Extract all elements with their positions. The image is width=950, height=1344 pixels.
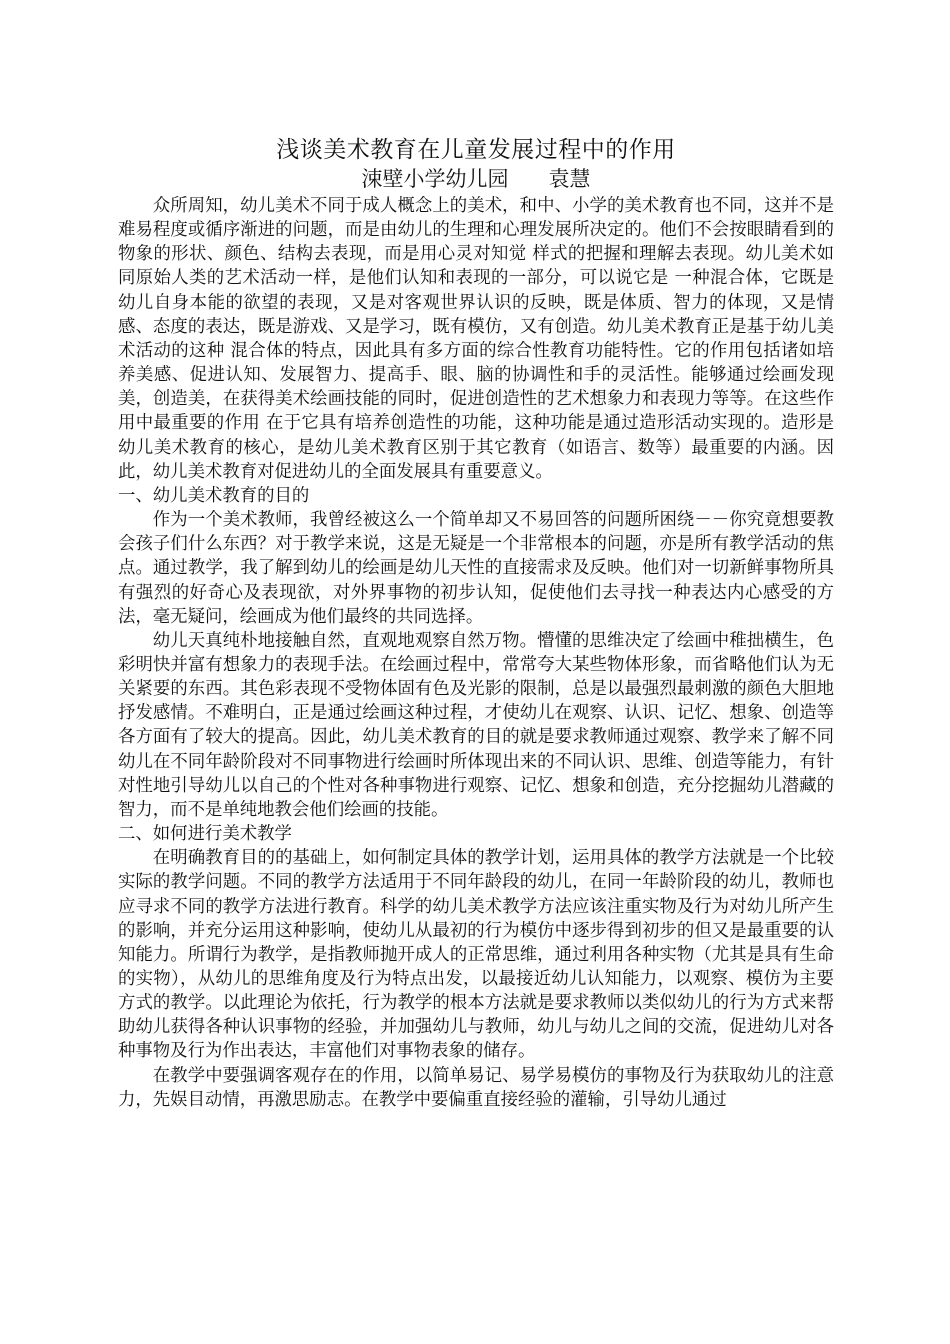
section-1-heading: 一、幼儿美术教育的目的	[118, 485, 310, 506]
author-byline: 涑壁小学幼儿园 袁慧	[361, 167, 591, 191]
intro-paragraph: 众所周知，幼儿美术不同于成人概念上的美术，和中、小学的美术教育也不同，这并不是难易程度或循序渐进的问题，而是由幼儿的生理和心理发展所决定的。他们不会按眼睛看到的物象的形状、颜色、结构去表现，而是用心灵对知觉 样式的把握和理解去表现。幼儿美术如同原始人类的艺术活动一样，是他们认知和表现的一部分，可以说它是 一种混合体，它既是幼儿自身本能的欲望的表现，又是对客观世界认识的反映，既是体质、智力的体现，又是情感、态度的表达，既是游戏、又是学习，既有模仿，又有创造。幼儿美术教育正是基于幼儿美术活动的这种 混合体的特点，因此具有多方面的综合性教育功能特性。它的作用包括诸如培养美感、促进认知、发展智力、提高手、眼、脑的协调性和手的灵活性。能够通过绘画发现美，创造美，在获得美术绘画技能的同时，促进创造性的艺术想象力和表现力等等。在这些作用中最重要的作用 在于它具有培养创造性的功能，这种功能是通过造形活动实现的。造形是幼儿美术教育的核心，是幼儿美术教育区别于其它教育（如语言、数等）最重要的内涵。因此，幼儿美术教育对促进幼儿的全面发展具有重要意义。	[118, 196, 834, 482]
section-2-paragraph-2: 在教学中要强调客观存在的作用，以简单易记、易学易模仿的事物及行为获取幼儿的注意力，先娱目动情，再激思励志。在教学中要偏重直接经验的灌输，引导幼儿通过	[118, 1065, 834, 1110]
section-1-paragraph-2: 幼儿天真纯朴地接触自然，直观地观察自然万物。懵懂的思维决定了绘画中稚拙横生，色彩明快并富有想象力的表现手法。在绘画过程中，常常夸大某些物体形象，而省略他们认为无关紧要的东西。其色彩表现不受物体固有色及光影的限制，总是以最强烈最刺激的颜色大胆地抒发感情。不难明白，正是通过绘画这种过程，才使幼儿在观察、认识、记忆、想象、创造等各方面有了较大的提高。因此，幼儿美术教育的目的就是要求教师通过观察、教学来了解不同幼儿在不同年龄阶段对不同事物进行绘画时所体现出来的不同认识、思维、创造等能力，有针对性地引导幼儿以自己的个性对各种事物进行观察、记忆、想象和创造，充分挖掘幼儿潜藏的智力，而不是单纯地教会他们绘画的技能。	[118, 630, 834, 820]
section-1-paragraph-1: 作为一个美术教师，我曾经被这么一个简单却又不易回答的问题所困绕－－你究竟想要教会孩子们什么东西？对于教学来说，这是无疑是一个非常根本的问题，亦是所有教学活动的焦点。通过教学，我了解到幼儿的绘画是幼儿天性的直接需求及反映。他们对一切新鲜事物所具有强烈的好奇心及表现欲，对外界事物的初步认知，促使他们去寻找一种表达内心感受的方法，毫无疑问，绘画成为他们最终的共同选择。	[118, 510, 834, 627]
document-title: 浅谈美术教育在儿童发展过程中的作用	[276, 137, 676, 163]
document-body	[118, 134, 834, 1112]
section-2-paragraph-1: 在明确教育目的的基础上，如何制定具体的教学计划，运用具体的教学方法就是一个比较实际的教学问题。不同的教学方法适用于不同年龄段的幼儿，在同一年龄阶段的幼儿，教师也应寻求不同的教学方法进行教育。科学的幼儿美术教学方法应该注重实物及行为对幼儿所产生的影响，并充分运用这种影响，使幼儿从最初的行为模仿中逐步得到初步的但又是最重要的认知能力。所谓行为教学，是指教师抛开成人的正常思维，通过利用各种实物（尤其是具有生命的实物），从幼儿的思维角度及行为特点出发，以最接近幼儿认知能力，以观察、模仿为主要方式的教学。以此理论为依托，行为教学的根本方法就是要求教师以类似幼儿的行为方式来帮助幼儿获得各种认识事物的经验，并加强幼儿与教师，幼儿与幼儿之间的交流，促进幼儿对各种事物及行为作出表达，丰富他们对事物表象的储存。	[118, 848, 834, 1062]
section-2-heading: 二、如何进行美术教学	[118, 824, 292, 845]
